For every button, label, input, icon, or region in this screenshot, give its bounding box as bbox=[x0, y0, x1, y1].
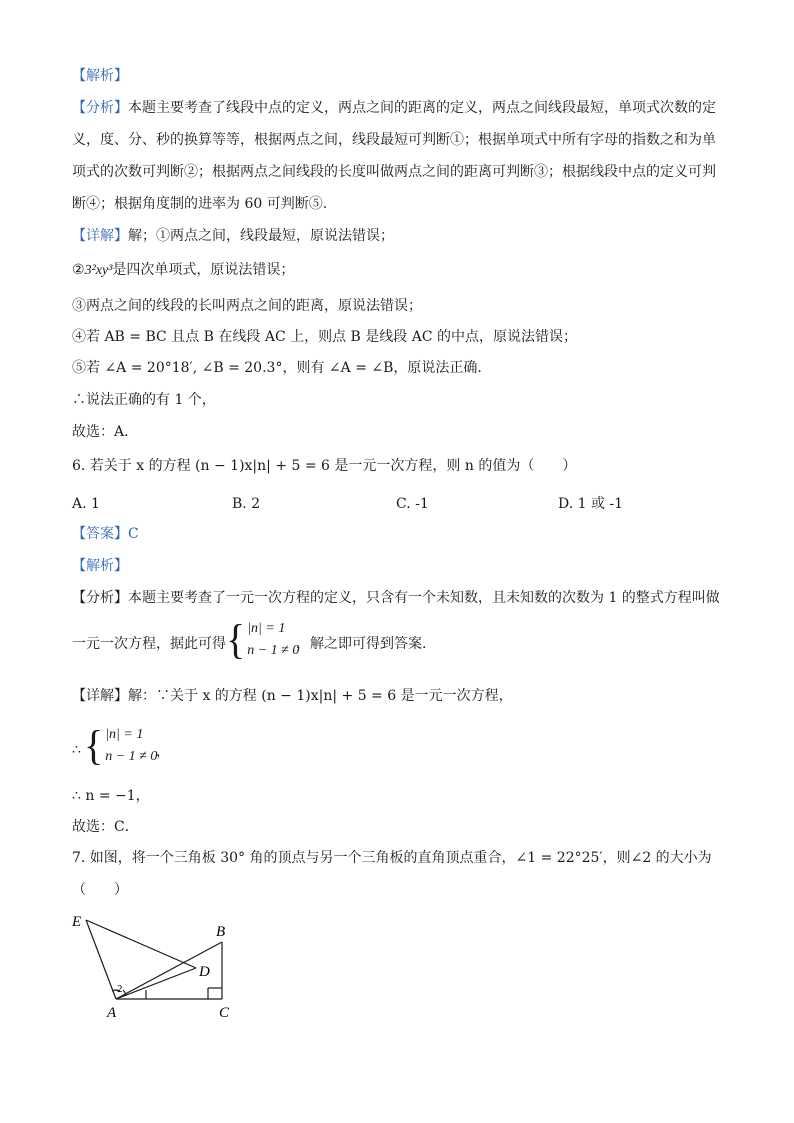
label-a: A bbox=[107, 1005, 117, 1021]
brace-glyph: { bbox=[226, 615, 246, 664]
label-angle-2: 2 bbox=[117, 983, 123, 995]
xiangjie-line-7: 故选：A． bbox=[72, 424, 139, 440]
triangle-figure bbox=[60, 900, 260, 1030]
q6-brace-end: ， bbox=[156, 744, 170, 760]
xiangjie-line-1 bbox=[72, 226, 394, 246]
xiangjie-line-3: ③两点之间的线段的长叫两点之间的距离，原说法错误； bbox=[72, 298, 422, 314]
q6-option-d: D. 1 或 -1 bbox=[558, 496, 624, 512]
fenxi-tag: 【分析】 bbox=[72, 100, 128, 116]
fenxi-line-2: 义，度、分、秒的换算等等，根据两点之间，线段最短可判断①；根据单项式中所有字母的指数之和为单 bbox=[72, 132, 716, 148]
xiangjie-tag: 【详解】 bbox=[72, 228, 128, 244]
condition-abs-n: |n| = 1 bbox=[247, 621, 286, 636]
q6-option-c: C. -1 bbox=[396, 496, 429, 512]
q6-condition-system-2 bbox=[84, 721, 158, 770]
q7-stem-paren: （ ） bbox=[72, 882, 128, 898]
q6-option-a: A. 1 bbox=[72, 496, 100, 512]
xiangjie-line-5: ⑤若 ∠A = 20°18′, ∠B = 20.3°，则有 ∠A = ∠B，原说法正确. bbox=[72, 360, 482, 376]
label-e: E bbox=[72, 914, 82, 930]
q6-fenxi-line-2-pre: 一元一次方程，据此可得 bbox=[72, 636, 226, 652]
label-c: C bbox=[219, 1005, 230, 1021]
q6-xiangjie-line-3: ∴ n = −1， bbox=[72, 788, 150, 804]
xiangjie-line-6: ∴说法正确的有 1 个， bbox=[72, 392, 216, 408]
q6-stem: 6. 若关于 x 的方程 (n − 1)x|n| + 5 = 6 是一元一次方程，则 n 的值为（ ） bbox=[72, 458, 577, 474]
condition-n-minus-1-2: n − 1 ≠ 0 bbox=[105, 749, 158, 764]
jiexi-heading-q5: 【解析】 bbox=[72, 68, 128, 84]
fenxi-text-1: 本题主要考查了线段中点的定义，两点之间的距离的定义，两点之间线段最短，单项式次数的定 bbox=[128, 100, 716, 116]
q6-answer: 【答案】C bbox=[72, 526, 139, 542]
q6-condition-system bbox=[226, 615, 300, 664]
xiangjie-text-1: 解；①两点之间，线段最短，原说法错误； bbox=[128, 228, 394, 244]
circled-2: ② bbox=[72, 262, 85, 278]
q7-stem: 7. 如图，将一个三角板 30° 角的顶点与另一个三角板的直角顶点重合，∠1 = 22°25′，则∠2 的大小为 bbox=[72, 850, 712, 866]
brace-glyph-2: { bbox=[84, 721, 104, 770]
q6-option-b: B. 2 bbox=[232, 496, 261, 512]
xiangjie-line-2 bbox=[72, 260, 294, 281]
jiexi-heading-q6: 【解析】 bbox=[72, 558, 128, 574]
fenxi-line-4: 断④；根据角度制的进率为 60 可判断⑤. bbox=[72, 196, 328, 212]
fenxi-line-1 bbox=[72, 98, 716, 118]
fenxi-line-3: 项式的次数可判断②；根据两点之间线段的长度叫做两点之间的距离可判断③；根据线段中点的定义可判 bbox=[72, 164, 716, 180]
condition-abs-n-2: |n| = 1 bbox=[105, 727, 144, 742]
q6-xiangjie-line-4: 故选：C． bbox=[72, 819, 139, 835]
xiangjie-text-2: 是四次单项式，原说法错误； bbox=[112, 262, 295, 278]
q6-fenxi-line-1: 【分析】本题主要考查了一元一次方程的定义，只含有一个未知数，且未知数的次数为 1 的整式方程叫做 bbox=[72, 590, 720, 606]
q6-xiangjie-line-1: 【详解】解：∵关于 x 的方程 (n − 1)x|n| + 5 = 6 是一元一次方程， bbox=[72, 688, 513, 704]
label-b: B bbox=[216, 924, 226, 940]
label-d: D bbox=[199, 964, 210, 980]
condition-n-minus-1: n − 1 ≠ 0 bbox=[247, 643, 300, 658]
xiangjie-line-4: ④若 AB = BC 且点 B 在线段 AC 上，则点 B 是线段 AC 的中点，原说法错误； bbox=[72, 329, 578, 345]
q6-therefore: ∴ bbox=[72, 742, 81, 758]
monomial: 3²xy³ bbox=[84, 263, 113, 278]
q6-fenxi-line-2-post: ，解之即可得到答案. bbox=[296, 636, 427, 652]
